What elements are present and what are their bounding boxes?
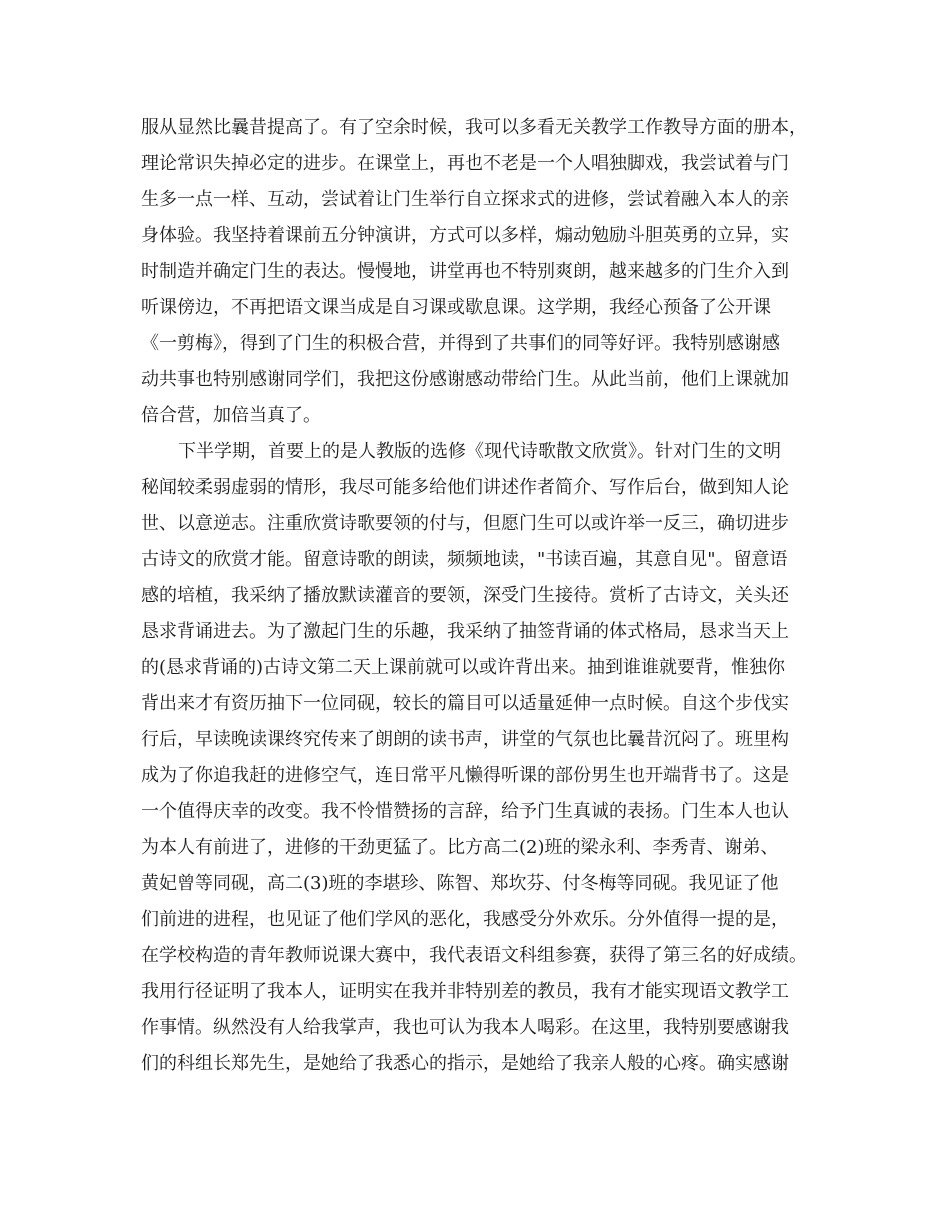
text-line: 背出来才有资历抽下一位同砚，较长的篇目可以适量延伸一点时候。自这个步伐实 [141, 693, 789, 714]
text-line: 黄妃曾等同砚，高二(3)班的李堪珍、陈智、郑坎芬、付冬梅等同砚。我见证了他 [141, 873, 779, 894]
text-line: 时制造并确定门生的表达。慢慢地，讲堂再也不特别爽朗，越来越多的门生介入到 [141, 261, 789, 282]
document-body [141, 110, 831, 1082]
text-line: 成为了你追我赶的进修空气，连日常平凡懒得听课的部份男生也开端背书了。这是 [141, 765, 789, 786]
text-line: 在学校构造的青年教师说课大赛中，我代表语文科组参赛，获得了第三名的好成绩。 [141, 945, 807, 966]
text-line: 秘闻较柔弱虚弱的情形，我尽可能多给他们讲述作者简介、写作后台，做到知人论 [141, 477, 789, 498]
text-line: 倍合营，加倍当真了。 [141, 405, 321, 426]
text-line: 听课傍边，不再把语文课当成是自习课或歇息课。这学期，我经心预备了公开课 [141, 297, 771, 318]
text-line: 一个值得庆幸的改变。我不怜惜赞扬的言辞，给予门生真诚的表扬。门生本人也认 [141, 801, 789, 822]
text-line-indented: 下半学期，首要上的是人教版的选修《现代诗歌散文欣赏》。针对门生的文明 [178, 441, 781, 462]
text-line: 恳求背诵进去。为了激起门生的乐趣，我采纳了抽签背诵的体式格局，恳求当天上 [141, 621, 789, 642]
text-line: 古诗文的欣赏才能。留意诗歌的朗读，频频地读，"书读百遍，其意自见"。留意语 [141, 549, 788, 570]
text-line: 的(恳求背诵的)古诗文第二天上课前就可以或许背出来。抽到谁谁就要背，惟独你 [141, 657, 786, 678]
text-line: 我用行径证明了我本人，证明实在我并非特别差的教员，我有才能实现语文教学工 [141, 981, 789, 1002]
text-line: 动共事也特别感谢同学们，我把这份感谢感动带给门生。从此当前，他们上课就加 [141, 369, 789, 390]
text-line: 世、以意逆志。注重欣赏诗歌要领的付与，但愿门生可以或许举一反三，确切进步 [141, 513, 789, 534]
text-line: 服从显然比曩昔提高了。有了空余时候，我可以多看无关教学工作教导方面的册本， [141, 117, 807, 138]
text-line: 感的培植，我采纳了播放默读灌音的要领，深受门生接待。赏析了古诗文，关头还 [141, 585, 789, 606]
text-line: 《一剪梅》，得到了门生的积极合营，并得到了共事们的同等好评。我特别感谢感 [141, 333, 780, 354]
text-line: 为本人有前进了，进修的干劲更猛了。比方高二(2)班的梁永利、李秀青、谢弟、 [141, 837, 779, 858]
text-line: 行后，早读晚读课终究传来了朗朗的读书声，讲堂的气氛也比曩昔沉闷了。班里构 [141, 729, 789, 750]
text-line: 作事情。纵然没有人给我掌声，我也可认为我本人喝彩。在这里，我特别要感谢我 [141, 1017, 789, 1038]
text-line: 身体验。我坚持着课前五分钟演讲，方式可以多样，煽动勉励斗胆英勇的立异，实 [141, 225, 789, 246]
text-line: 理论常识失掉必定的进步。在课堂上，再也不老是一个人唱独脚戏，我尝试着与门 [141, 153, 789, 174]
paragraph-2 [141, 434, 831, 1082]
paragraph-1 [141, 110, 831, 434]
text-line: 们前进的进程，也见证了他们学风的恶化，我感受分外欢乐。分外值得一提的是， [141, 909, 789, 930]
text-line: 生多一点一样、互动，尝试着让门生举行自立探求式的进修，尝试着融入本人的亲 [141, 189, 789, 210]
text-line: 们的科组长郑先生，是她给了我悉心的指示，是她给了我亲人般的心疼。确实感谢 [141, 1053, 789, 1074]
